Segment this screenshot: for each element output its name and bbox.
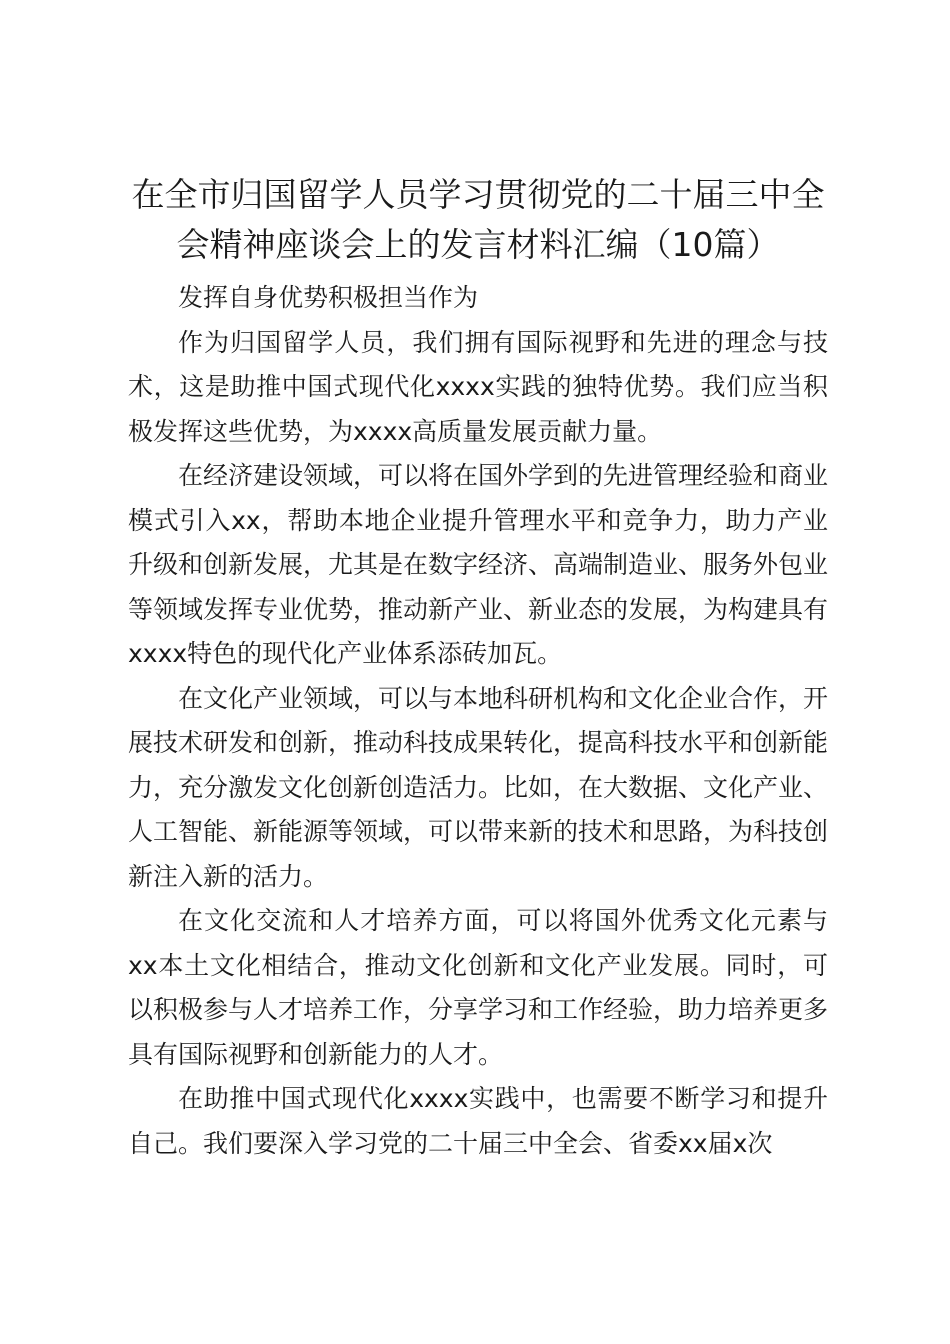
section-heading: 发挥自身优势积极担当作为 <box>178 283 479 312</box>
paragraph: 在经济建设领域，可以将在国外学到的先进管理经验和商业模式引入xx，帮助本地企业提升管理水平和竞争力，助力产业升级和创新发展，尤其是在数字经济、高端制造业、服务外包业等领域发挥专业优势，推动新产业、新业态的发展，为构建具有xxxx特色的现代化产业体系添砖加瓦。 <box>128 461 829 668</box>
document-title: 在全市归国留学人员学习贯彻党的二十届三中全会精神座谈会上的发言材料汇编（10篇） <box>131 175 825 264</box>
paragraph: 在文化交流和人才培养方面，可以将国外优秀文化元素与xx本土文化相结合，推动文化创新和文化产业发展。同时，可以积极参与人才培养工作，分享学习和工作经验，助力培养更多具有国际视野和创新能力的人才。 <box>128 906 829 1069</box>
paragraph: 作为归国留学人员，我们拥有国际视野和先进的理念与技术，这是助推中国式现代化xxxx实践的独特优势。我们应当积极发挥这些优势，为xxxx高质量发展贡献力量。 <box>128 327 828 446</box>
document-body <box>128 276 828 1166</box>
paragraph: 在助推中国式现代化xxxx实践中，也需要不断学习和提升自己。我们要深入学习党的二十届三中全会、省委xx届x次 <box>128 1084 828 1158</box>
paragraph: 在文化产业领域，可以与本地科研机构和文化企业合作，开展技术研发和创新，推动科技成果转化，提高科技水平和创新能力，充分激发文化创新创造活力。比如，在大数据、文化产业、人工智能、新能源等领域，可以带来新的技术和思路，为科技创新注入新的活力。 <box>128 683 829 891</box>
